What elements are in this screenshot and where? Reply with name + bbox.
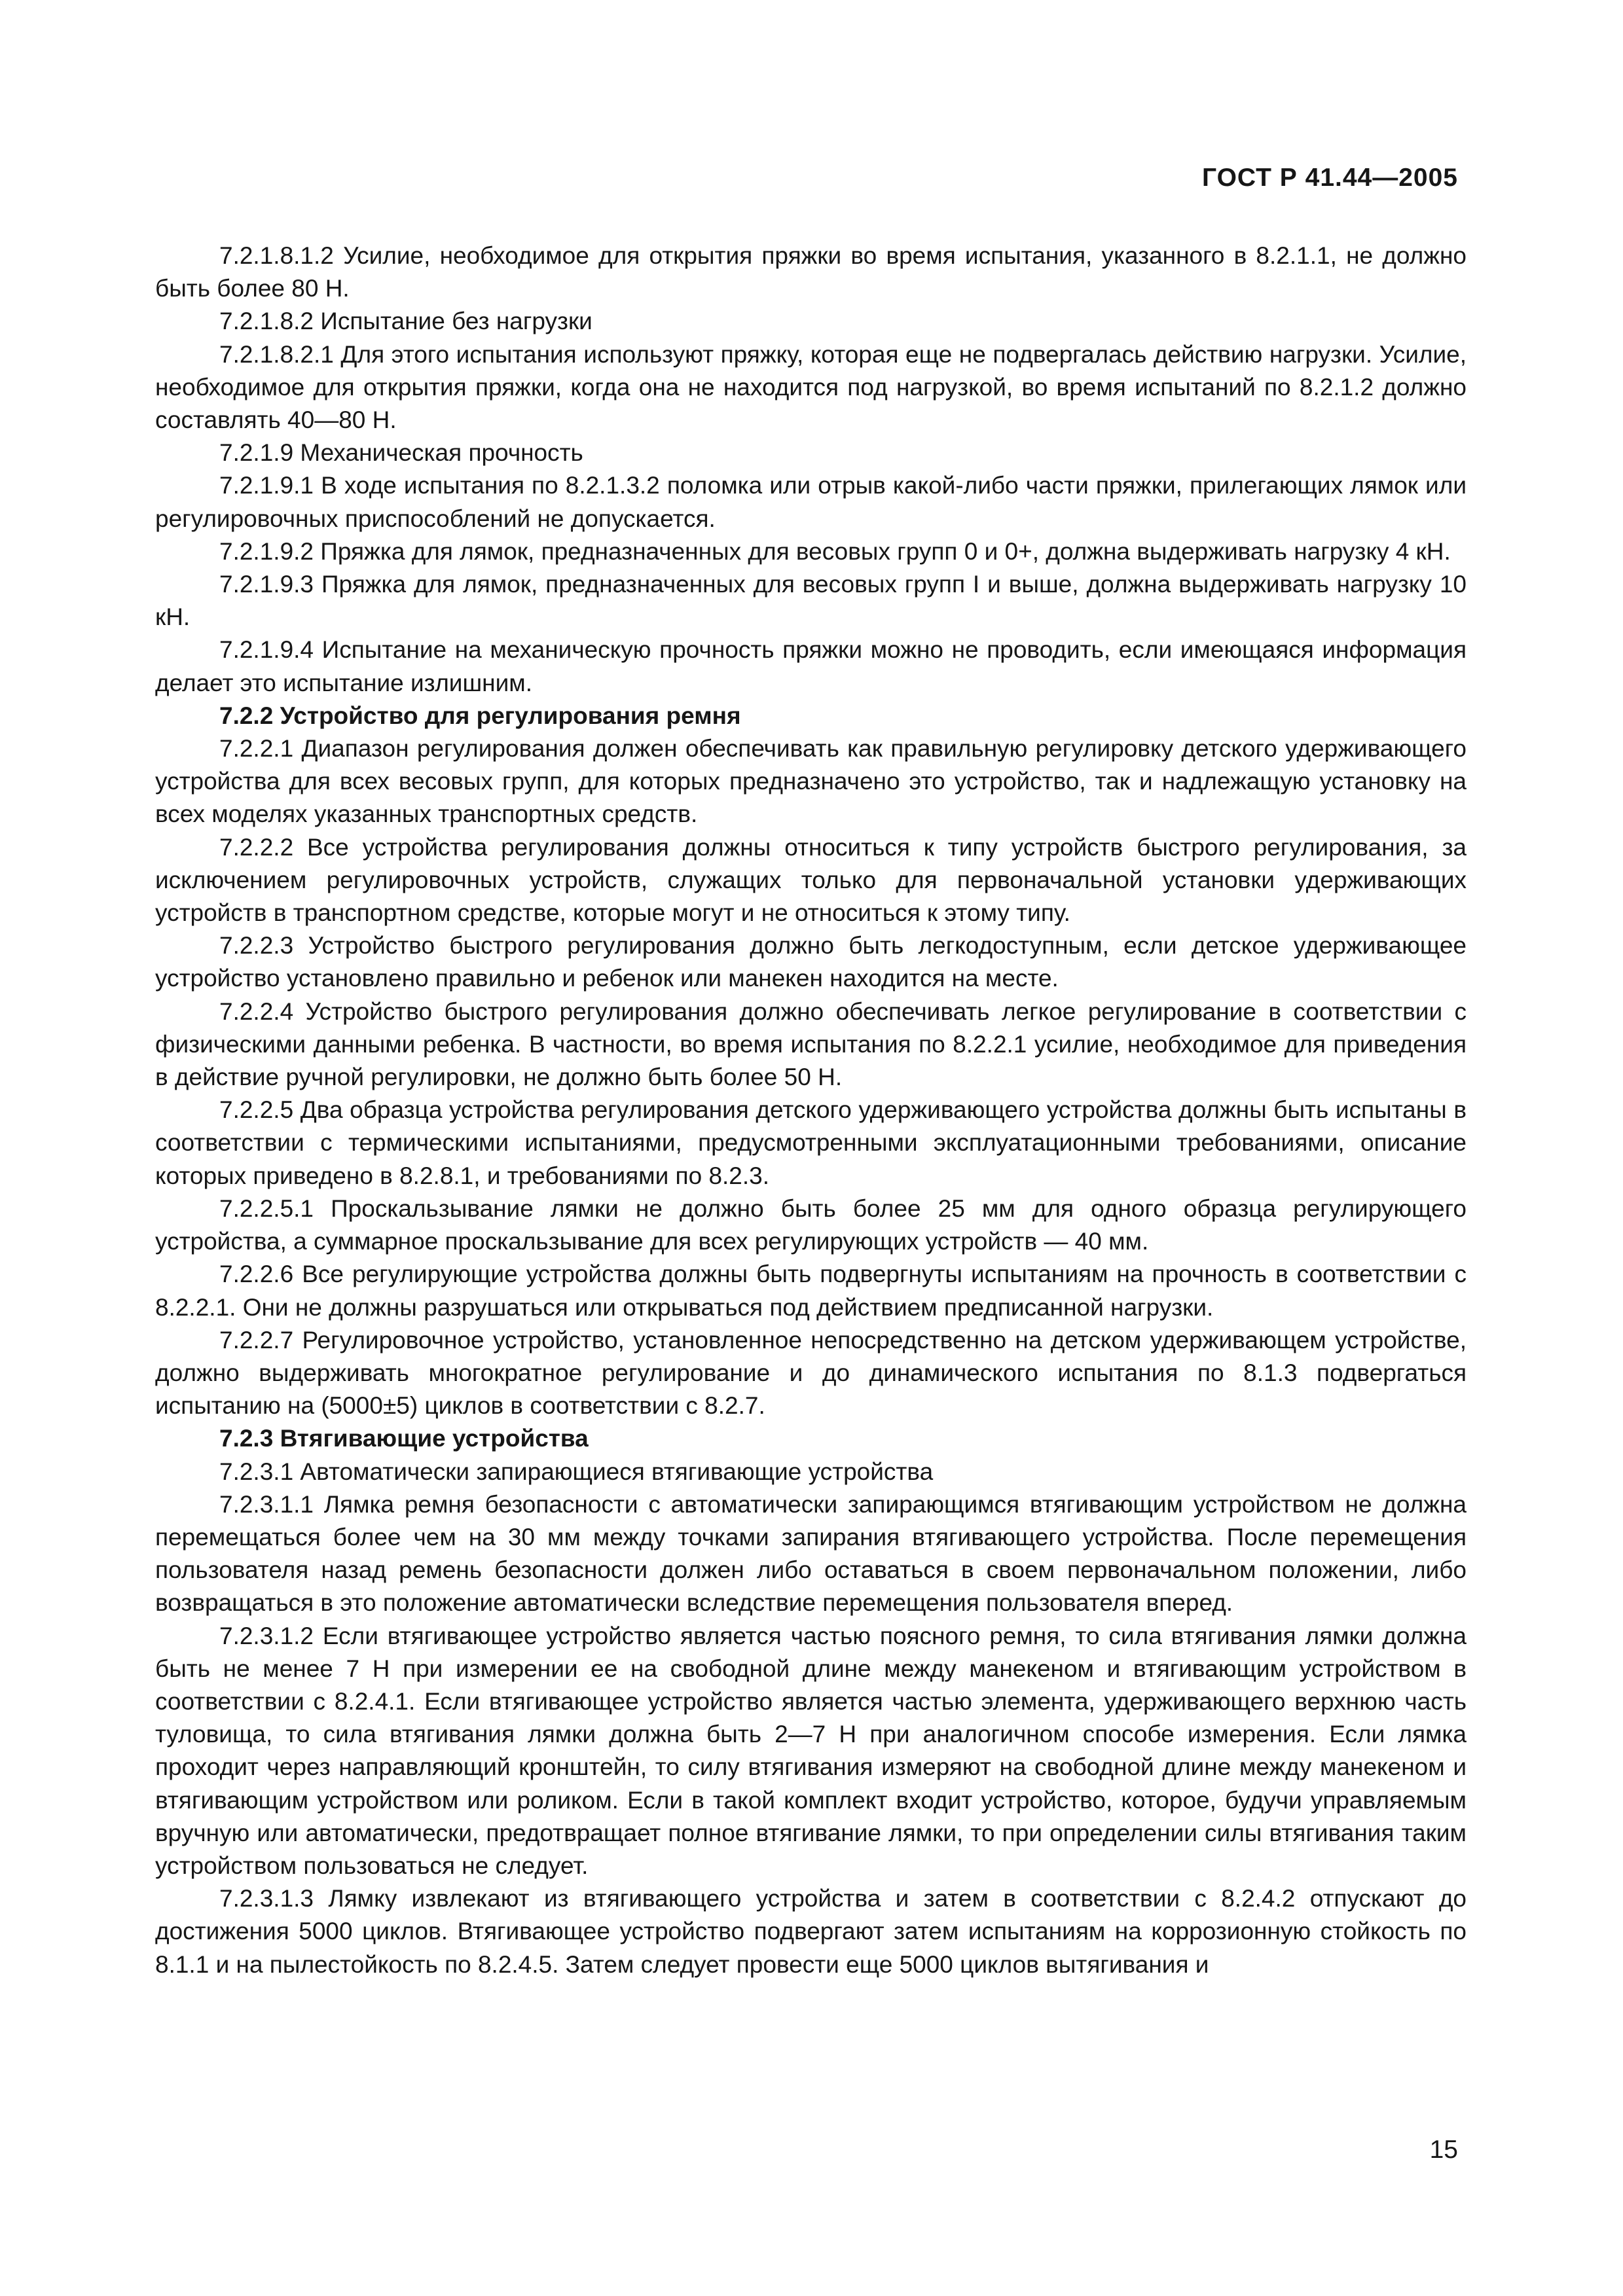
document-body xyxy=(155,240,1467,1981)
paragraph-7-2-2-4: 7.2.2.4 Устройство быстрого регулирования должно обеспечивать легкое регулирование в соответствии с физическими данными ребенка. В частности, во время испытания по 8.2.2.1 усилие, необходимое для приведения в действие ручной регулировки, не должно быть более 50 Н. xyxy=(155,997,1467,1091)
paragraph-7-2-2-2: 7.2.2.2 Все устройства регулирования должны относиться к типу устройств быстрого регулирования, за исключением регулировочных устройств, служащих только для первоначальной установки удерживающих устройств в транспортном средстве, которые могут и не относиться к этому типу. xyxy=(155,833,1467,927)
paragraph-7-2-2-1: 7.2.2.1 Диапазон регулирования должен обеспечивать как правильную регулировку детского удерживающего устройства для всех весовых групп, для которых предназначено это устройство, так и надлежащую установку на всех моделях указанных транспортных средств. xyxy=(155,735,1467,828)
document-number-header: ГОСТ Р 41.44—2005 xyxy=(1202,164,1458,192)
paragraph-7-2-1-8-2-1: 7.2.1.8.2.1 Для этого испытания используют пряжку, которая еще не подвергалась действию нагрузки. Усилие, необходимое для открытия пряжки, когда она не находится под нагрузкой, во время испытаний по 8.2.1.2 должно составлять 40—80 Н. xyxy=(155,340,1467,434)
paragraph-7-2-1-9-2: 7.2.1.9.2 Пряжка для лямок, предназначенных для весовых групп 0 и 0+, должна выдерживать нагрузку 4 кН. xyxy=(219,537,1451,565)
paragraph-7-2-3-1: 7.2.3.1 Автоматически запирающиеся втягивающие устройства xyxy=(219,1458,934,1485)
page-number: 15 xyxy=(1429,2136,1458,2164)
paragraph-7-2-2-6: 7.2.2.6 Все регулирующие устройства должны быть подвергнуты испытаниям на прочность в соответствии с 8.2.2.1. Они не должны разрушаться или открываться под действием предписанной нагрузки. xyxy=(155,1261,1467,1321)
paragraph-7-2-3-1-1: 7.2.3.1.1 Лямка ремня безопасности с автоматически запирающимся втягивающим устройством не должна перемещаться более чем на 30 мм между точками запирания втягивающего устройства. После перемещения пользователя назад ремень безопасности должен либо оставаться в своем первоначальном положении, либо возвращаться в это положение автоматически вследствие перемещения пользователя вперед. xyxy=(155,1490,1467,1617)
paragraph-7-2-1-8-1-2: 7.2.1.8.1.2 Усилие, необходимое для открытия пряжки во время испытания, указанного в 8.2.1.1, не должно быть более 80 Н. xyxy=(155,242,1467,302)
paragraph-7-2-2-7: 7.2.2.7 Регулировочное устройство, установленное непосредственно на детском удерживающем устройстве, должно выдерживать многократное регулирование и до динамического испытания по 8.1.3 подвергаться испытанию на (5000±5) циклов в соответствии с 8.2.7. xyxy=(155,1326,1467,1420)
paragraph-7-2-1-8-2: 7.2.1.8.2 Испытание без нагрузки xyxy=(219,308,593,335)
paragraph-7-2-2-3: 7.2.2.3 Устройство быстрого регулирования должно быть легкодоступным, если детское удерживающее устройство установлено правильно и ребенок или манекен находится на месте. xyxy=(155,932,1467,992)
paragraph-7-2-1-9-3: 7.2.1.9.3 Пряжка для лямок, предназначенных для весовых групп I и выше, должна выдерживать нагрузку 10 кН. xyxy=(155,571,1467,631)
paragraph-7-2-2-5: 7.2.2.5 Два образца устройства регулирования детского удерживающего устройства должны быть испытаны в соответствии с термическими испытаниями, предусмотренными эксплуатационными требованиями, описание которых приведено в 8.2.8.1, и требованиями по 8.2.3. xyxy=(155,1096,1467,1189)
section-heading-7-2-2: 7.2.2 Устройство для регулирования ремня xyxy=(219,702,741,729)
paragraph-7-2-2-5-1: 7.2.2.5.1 Проскальзывание лямки не должно быть более 25 мм для одного образца регулирующего устройства, а суммарное проскальзывание для всех регулирующих устройств — 40 мм. xyxy=(155,1194,1467,1255)
paragraph-7-2-3-1-2: 7.2.3.1.2 Если втягивающее устройство является частью поясного ремня, то сила втягивания лямки должна быть не менее 7 Н при измерении ее на свободной длине между манекеном и втягивающим устройством в соответствии с 8.2.4.1. Если втягивающее устройство является частью элемента, удерживающего верхнюю часть туловища, то сила втягивания лямки должна быть 2—7 Н при аналогичном способе измерения. Если лямка проходит через направляющий кронштейн, то силу втягивания измеряют на свободной длине между манекеном и втягивающим устройством или роликом. Если в такой комплект входит устройство, которое, будучи управляемым вручную или автоматически, предотвращает полное втягивание лямки, то при определении силы втягивания таким устройством пользоваться не следует. xyxy=(155,1622,1467,1879)
paragraph-7-2-1-9-4: 7.2.1.9.4 Испытание на механическую прочность пряжки можно не проводить, если имеющаяся информация делает это испытание излишним. xyxy=(155,636,1467,696)
paragraph-7-2-1-9: 7.2.1.9 Механическая прочность xyxy=(219,439,583,467)
section-heading-7-2-3: 7.2.3 Втягивающие устройства xyxy=(219,1425,589,1452)
paragraph-7-2-3-1-3: 7.2.3.1.3 Лямку извлекают из втягивающего устройства и затем в соответствии с 8.2.4.2 отпускают до достижения 5000 циклов. Втягивающее устройство подвергают затем испытаниям на коррозионную стойкость по 8.1.1 и на пылестойкость по 8.2.4.5. Затем следует провести еще 5000 циклов вытягивания и xyxy=(155,1885,1467,1978)
paragraph-7-2-1-9-1: 7.2.1.9.1 В ходе испытания по 8.2.1.3.2 поломка или отрыв какой-либо части пряжки, прилегающих лямок или регулировочных приспособлений не допускается. xyxy=(155,472,1467,532)
